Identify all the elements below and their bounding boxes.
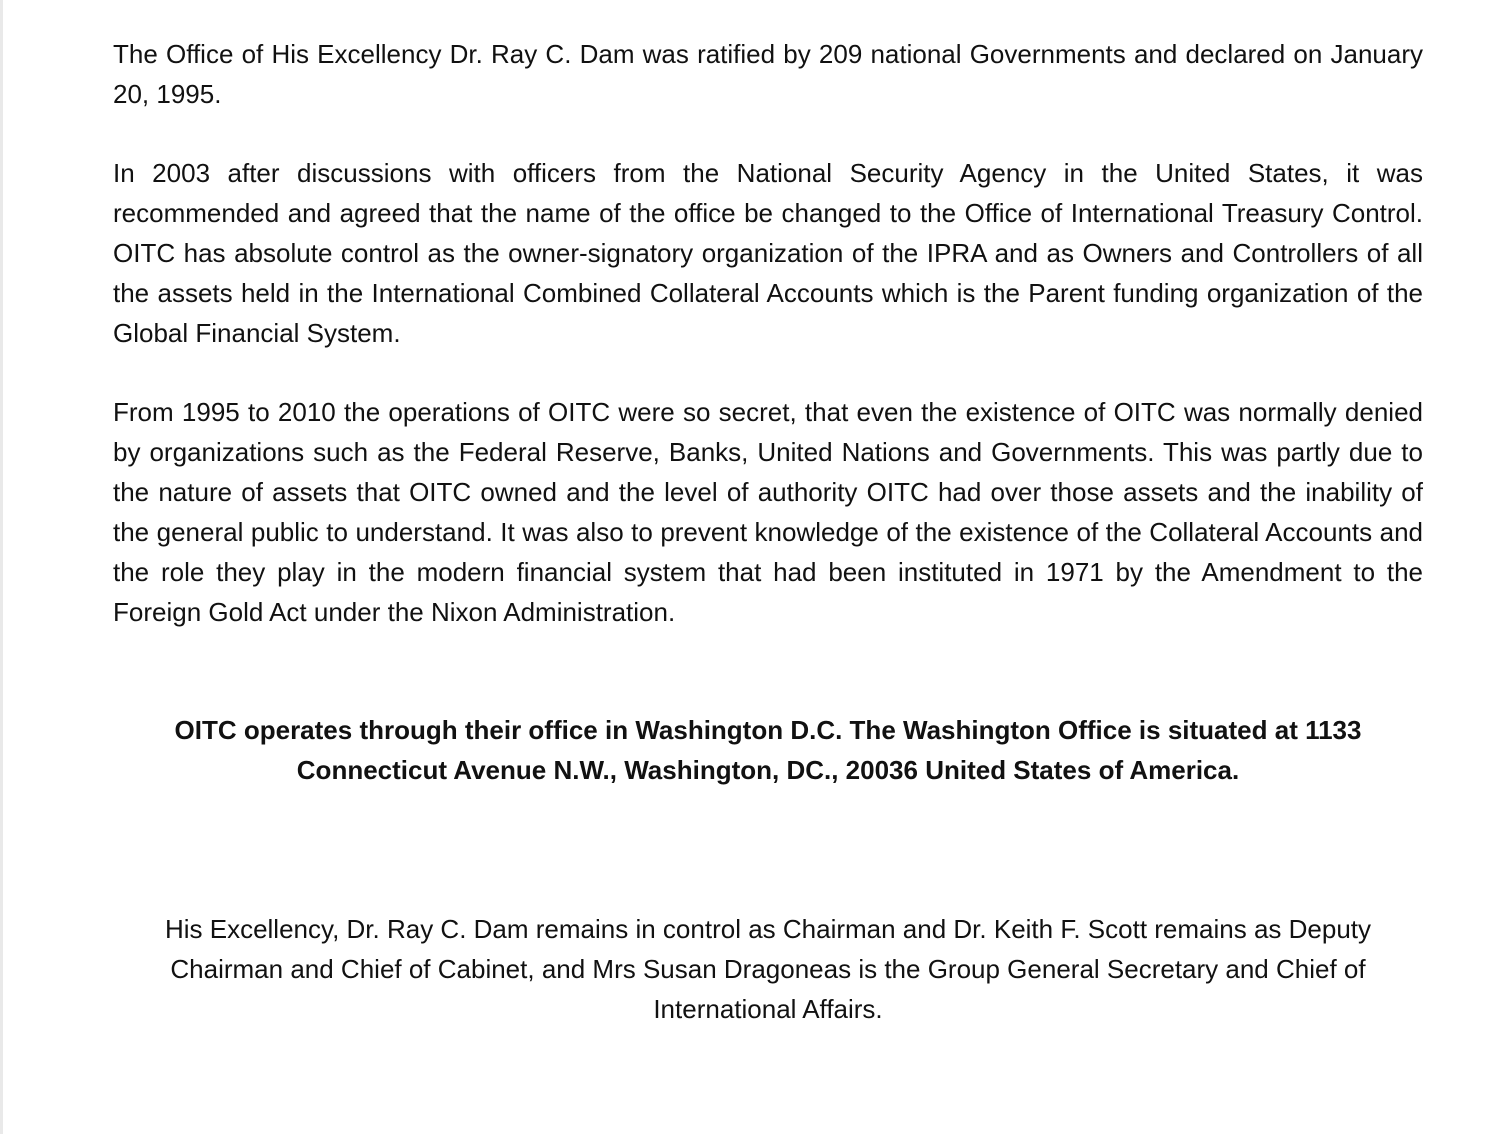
leadership-statement: His Excellency, Dr. Ray C. Dam remains in control as Chairman and Dr. Keith F. Scott remains as Deputy Chairman and Chief of Cabinet, and Mrs Susan Dragoneas is the Group General Secretary and Chief of International Affairs. (164, 914, 1372, 1024)
washington-office-address: OITC operates through their office in Washington D.C. The Washington Office is situated at 1133 Connecticut Avenue N.W., Washington, DC., 20036 United States of America. (174, 715, 1362, 785)
paragraph-office-ratification: The Office of His Excellency Dr. Ray C. Dam was ratified by 209 national Governments and declared on January 20, 1995. (113, 39, 1423, 109)
paragraph-secrecy-history: From 1995 to 2010 the operations of OITC were so secret, that even the existence of OITC was normally denied by organizations such as the Federal Reserve, Banks, United Nations and Governments. This was partly due to the nature of assets that OITC owned and the level of authority OITC had over those assets and the inability of the general public to understand. It was also to prevent knowledge of the existence of the Collateral Accounts and the role they play in the modern financial system that had been instituted in 1971 by the Amendment to the Foreign Gold Act under the Nixon Administration. (113, 397, 1423, 627)
page-left-edge (0, 0, 3, 1134)
paragraph-name-change: In 2003 after discussions with officers from the National Security Agency in the United States, it was recommended and agreed that the name of the office be changed to the Office of International Treasury Control. OITC has absolute control as the owner-signatory organization of the IPRA and as Owners and Controllers of all the assets held in the International Combined Collateral Accounts which is the Parent funding organization of the Global Financial System. (113, 158, 1423, 348)
document-body (113, 34, 1423, 1029)
